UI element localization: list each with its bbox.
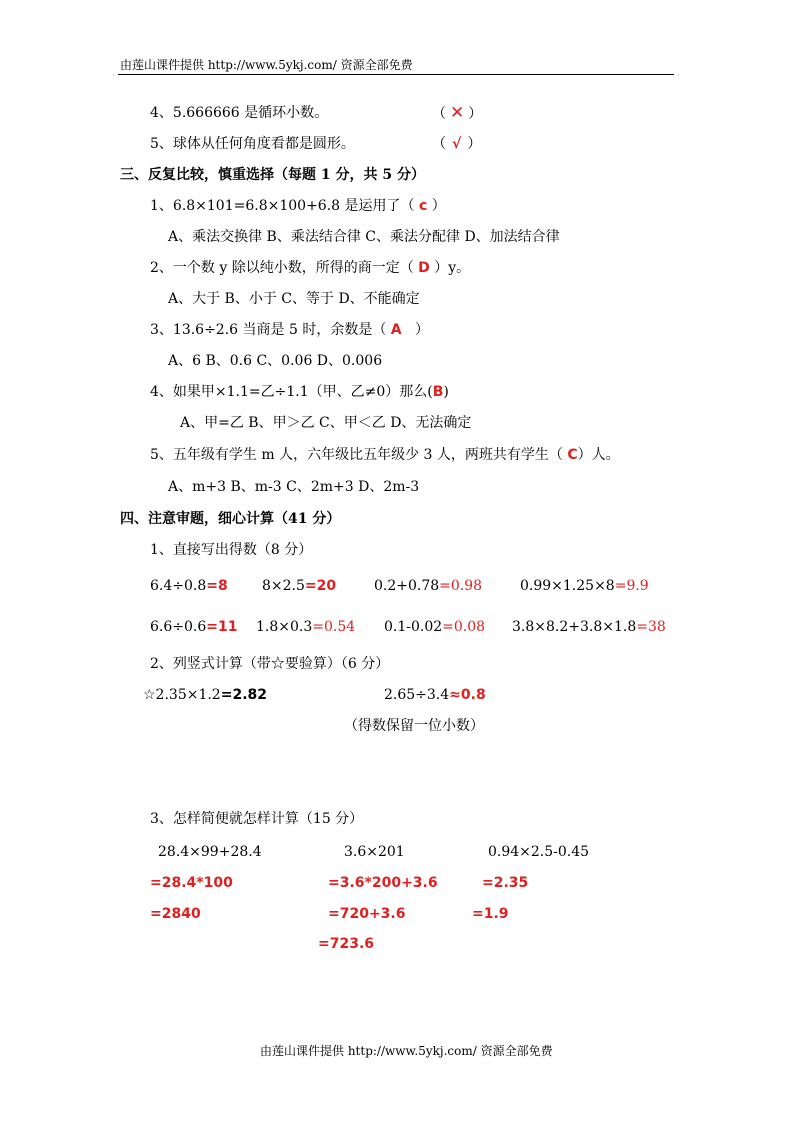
calc-7: 0.1-0.02=0.08 [384, 619, 486, 635]
choice-q4-options: A、甲=乙 B、甲＞乙 C、甲＜乙 D、无法确定 [180, 415, 472, 431]
choice-q4: 4、如果甲×1.1=乙÷1.1（甲、乙≠0）那么(B) [150, 384, 449, 400]
judge-item-4: 4、5.666666 是循环小数。 [150, 105, 329, 121]
section-3-title: 三、反复比较，慎重选择（每题 1 分，共 5 分） [120, 167, 425, 183]
choice-q3-options: A、6 B、0.6 C、0.06 D、0.006 [168, 353, 383, 369]
simplify-step-2a: =3.6*200+3.6 [328, 875, 438, 891]
calc-6: 1.8×0.3=0.54 [256, 619, 356, 635]
sub-2-title: 2、列竖式计算（带☆要验算）（6 分） [150, 656, 390, 672]
judge-answer-4: （ ✕ ） [432, 103, 483, 123]
simplify-step-1b: =2840 [150, 906, 201, 922]
calc-5: 6.6÷0.6=11 [150, 619, 238, 635]
judge-answer-5: （ √ ） [432, 136, 482, 152]
choice-q2: 2、一个数 y 除以纯小数，所得的商一定（ D ）y。 [150, 260, 471, 276]
judge-item-5: 5、球体从任何角度看都是圆形。 [150, 136, 355, 152]
page-header: 由莲山课件提供 http://www.5ykj.com/ 资源全部免费 [120, 58, 413, 72]
sub-3-title: 3、怎样简便就怎样计算（15 分） [150, 811, 364, 827]
calc-3: 0.2+0.78=0.98 [374, 578, 483, 594]
simplify-step-3a: =2.35 [482, 875, 529, 891]
choice-q5: 5、五年级有学生 m 人，六年级比五年级少 3 人，两班共有学生（ C）人。 [150, 447, 620, 463]
choice-q1: 1、6.8×101=6.8×100+6.8 是运用了（ c ） [150, 198, 446, 214]
section-4-title: 四、注意审题，细心计算（41 分） [120, 511, 341, 527]
calc-2: 8×2.5=20 [262, 578, 337, 594]
header-divider [118, 74, 674, 75]
choice-q1-options: A、乘法交换律 B、乘法结合律 C、乘法分配律 D、加法结合律 [168, 229, 560, 245]
choice-q5-options: A、m+3 B、m-3 C、2m+3 D、2m-3 [168, 479, 420, 495]
simplify-q1: 28.4×99+28.4 [158, 844, 262, 860]
calc-4: 0.99×1.25×8=9.9 [520, 578, 649, 594]
simplify-q3: 0.94×2.5-0.45 [488, 844, 590, 860]
simplify-step-3b: =1.9 [472, 906, 509, 922]
simplify-step-2b: =720+3.6 [328, 906, 406, 922]
vertical-calc-2: 2.65÷3.4≈0.8 [384, 687, 486, 703]
sub-1-title: 1、直接写出得数（8 分） [150, 542, 313, 558]
choice-q3: 3、13.6÷2.6 当商是 5 时，余数是（ A ） [150, 322, 429, 338]
page-footer: 由莲山课件提供 http://www.5ykj.com/ 资源全部免费 [260, 1044, 553, 1058]
simplify-step-1a: =28.4*100 [150, 875, 233, 891]
vertical-calc-1: ☆2.35×1.2=2.82 [143, 687, 267, 703]
choice-q2-options: A、大于 B、小于 C、等于 D、不能确定 [168, 291, 420, 307]
calc-1: 6.4÷0.8=8 [150, 578, 228, 594]
simplify-step-2c: =723.6 [318, 936, 375, 952]
rounding-note: （得数保留一位小数） [344, 718, 484, 734]
simplify-q2: 3.6×201 [344, 844, 405, 860]
calc-8: 3.8×8.2+3.8×1.8=38 [512, 619, 666, 635]
